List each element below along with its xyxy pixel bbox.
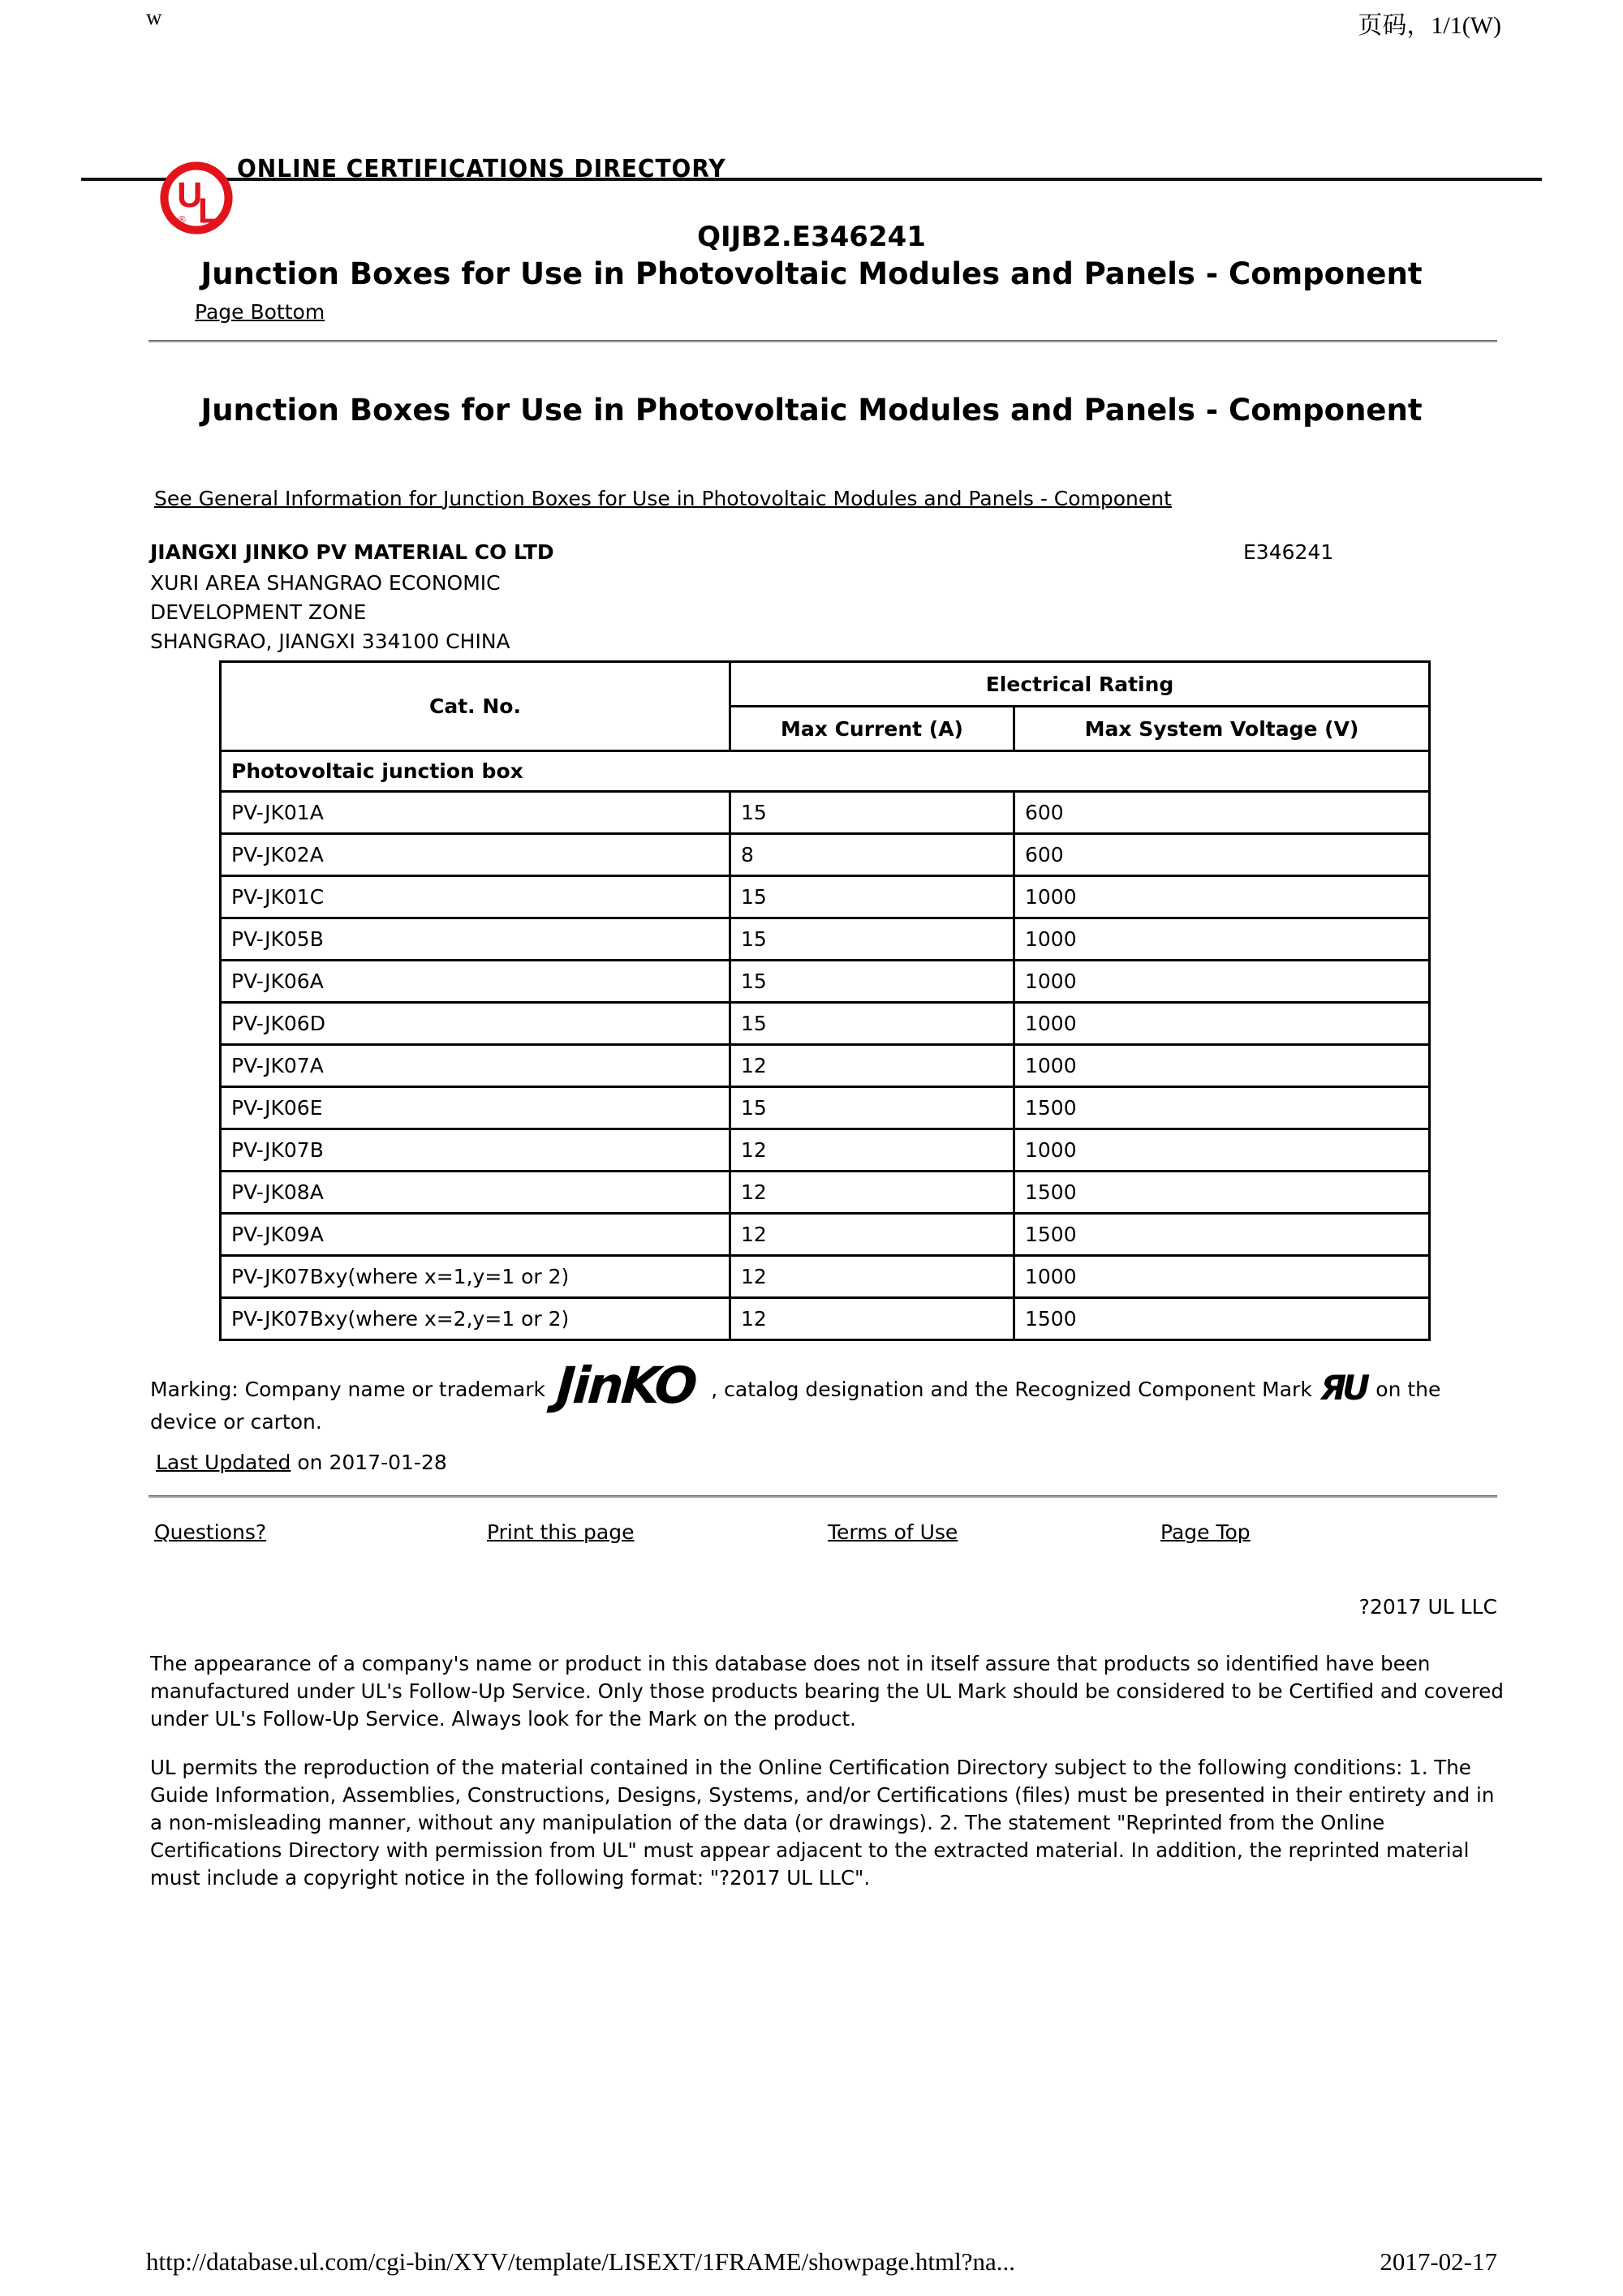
table-row	[221, 1298, 1430, 1340]
ul-recognized-component-mark-icon: ЯU	[1319, 1368, 1367, 1408]
company-address-line: DEVELOPMENT ZONE	[150, 600, 367, 624]
section-heading: Junction Boxes for Use in Photovoltaic Modules and Panels - Component	[200, 393, 1423, 428]
print-this-page-link[interactable]: Print this page	[487, 1520, 635, 1544]
divider	[149, 1495, 1497, 1498]
marking-paragraph	[150, 1356, 1513, 1438]
max-current-cell: 12	[730, 1256, 1014, 1298]
jinko-logo: JinKO	[554, 1356, 697, 1415]
cat-no-cell: PV-JK07Bxy(where x=2,y=1 or 2)	[221, 1298, 730, 1340]
table-row	[221, 1045, 1430, 1087]
max-voltage-cell: 1500	[1014, 1172, 1430, 1214]
footer-nav	[154, 1520, 1497, 1550]
company-address-line: XURI AREA SHANGRAO ECONOMIC	[150, 571, 501, 595]
col-header-cat-no: Cat. No.	[221, 662, 730, 751]
print-header-left: w	[146, 5, 162, 29]
print-footer-url: http://database.ul.com/cgi-bin/XYV/template/LISEXT/1FRAME/showpage.html?na...	[146, 2247, 1016, 2276]
table-row	[221, 1214, 1430, 1256]
ul-logo-registered-mark: ®	[178, 213, 186, 226]
max-voltage-cell: 1000	[1014, 1256, 1430, 1298]
page-bottom-link[interactable]: Page Bottom	[195, 300, 325, 324]
marking-suffix: on the device or carton.	[150, 1378, 1441, 1434]
max-current-cell: 12	[730, 1172, 1014, 1214]
directory-title: ONLINE CERTIFICATIONS DIRECTORY	[237, 154, 726, 183]
divider	[149, 340, 1497, 342]
table-row	[221, 1003, 1430, 1045]
max-current-cell: 15	[730, 792, 1014, 834]
company-name: JIANGXI JINKO PV MATERIAL CO LTD	[150, 540, 554, 564]
max-voltage-cell: 600	[1014, 834, 1430, 876]
category-row-label: Photovoltaic junction box	[221, 751, 1430, 792]
category-row	[221, 751, 1430, 792]
cat-no-cell: PV-JK06D	[221, 1003, 730, 1045]
table-row	[221, 1129, 1430, 1172]
last-updated-line	[156, 1451, 447, 1474]
last-updated-date: on 2017-01-28	[291, 1451, 447, 1474]
max-current-cell: 12	[730, 1214, 1014, 1256]
marking-prefix: Marking: Company name or trademark	[150, 1378, 545, 1401]
col-header-max-current: Max Current (A)	[730, 707, 1014, 751]
ul-logo-letter-u: U	[177, 176, 203, 216]
legal-paragraph-1: The appearance of a company's name or product in this database does not in itself assure that products so identified have been manufactured under UL's Follow-Up Service. Only those products bearing the UL Mark should be considered to be Certified and covered under UL's Follow-Up Service. Always look for the Mark on the product.	[150, 1652, 1504, 1731]
cat-no-cell: PV-JK01A	[221, 792, 730, 834]
copyright-notice: ?2017 UL LLC	[1358, 1595, 1497, 1619]
table-row	[221, 1172, 1430, 1214]
terms-of-use-link[interactable]: Terms of Use	[828, 1520, 958, 1544]
table-row	[221, 1087, 1430, 1129]
cat-no-cell: PV-JK05B	[221, 918, 730, 961]
max-voltage-cell: 600	[1014, 792, 1430, 834]
rating-table	[219, 660, 1431, 1341]
max-current-cell: 12	[730, 1298, 1014, 1340]
company-address-line: SHANGRAO, JIANGXI 334100 CHINA	[150, 630, 510, 653]
last-updated-link[interactable]: Last Updated	[156, 1451, 291, 1474]
table-row	[221, 834, 1430, 876]
max-current-cell: 15	[730, 1003, 1014, 1045]
table-row	[221, 1256, 1430, 1298]
table-row	[221, 961, 1430, 1003]
ul-logo-letter-l: L	[197, 191, 220, 231]
max-voltage-cell: 1000	[1014, 918, 1430, 961]
legal-paragraph-2: UL permits the reproduction of the material contained in the Online Certification Directory subject to the following conditions: 1. The Guide Information, Assemblies, Constructions, Designs, Systems, and/or Certifications (files) must be presented in their entirety and in a non-misleading manner, without any manipulation of the data (or drawings). 2. The statement "Reprinted from the Online Certifications Directory with permission from UL" must appear adjacent to the extracted material. In addition, the reprinted material must include a copyright notice in the following format: "?2017 UL LLC".	[150, 1756, 1495, 1890]
max-voltage-cell: 1000	[1014, 961, 1430, 1003]
print-footer	[146, 2247, 1497, 2277]
file-number: E346241	[1243, 540, 1334, 564]
max-current-cell: 12	[730, 1129, 1014, 1172]
cat-no-cell: PV-JK07A	[221, 1045, 730, 1087]
table-header-row	[221, 662, 1430, 707]
ul-logo-icon	[159, 161, 234, 235]
cat-no-cell: PV-JK07B	[221, 1129, 730, 1172]
marking-middle: , catalog designation and the Recognized Component Mark	[711, 1378, 1312, 1401]
max-voltage-cell: 1000	[1014, 1129, 1430, 1172]
max-current-cell: 8	[730, 834, 1014, 876]
max-voltage-cell: 1000	[1014, 876, 1430, 918]
print-header	[146, 5, 1501, 41]
max-voltage-cell: 1500	[1014, 1298, 1430, 1340]
max-current-cell: 12	[730, 1045, 1014, 1087]
max-voltage-cell: 1500	[1014, 1087, 1430, 1129]
max-current-cell: 15	[730, 1087, 1014, 1129]
col-header-max-voltage: Max System Voltage (V)	[1014, 707, 1430, 751]
cat-no-cell: PV-JK06E	[221, 1087, 730, 1129]
cat-no-cell: PV-JK09A	[221, 1214, 730, 1256]
max-voltage-cell: 1000	[1014, 1045, 1430, 1087]
file-title: QIJB2.E346241	[697, 221, 926, 253]
cat-no-cell: PV-JK08A	[221, 1172, 730, 1214]
print-header-page-number: 页码，1/1(W)	[1358, 12, 1501, 39]
col-header-electrical-rating: Electrical Rating	[730, 662, 1430, 707]
max-current-cell: 15	[730, 961, 1014, 1003]
max-current-cell: 15	[730, 918, 1014, 961]
table-row	[221, 918, 1430, 961]
table-row	[221, 876, 1430, 918]
general-information-link[interactable]: See General Information for Junction Boxes for Use in Photovoltaic Modules and Panels - Component	[154, 487, 1172, 510]
print-footer-date: 2017-02-17	[1380, 2247, 1497, 2276]
table-row	[221, 792, 1430, 834]
page-top-link[interactable]: Page Top	[1160, 1520, 1251, 1544]
rating-table-body	[221, 751, 1430, 1340]
category-title: Junction Boxes for Use in Photovoltaic Modules and Panels - Component	[200, 256, 1423, 291]
cat-no-cell: PV-JK07Bxy(where x=1,y=1 or 2)	[221, 1256, 730, 1298]
questions-link[interactable]: Questions?	[154, 1520, 267, 1544]
max-voltage-cell: 1500	[1014, 1214, 1430, 1256]
cat-no-cell: PV-JK06A	[221, 961, 730, 1003]
cat-no-cell: PV-JK01C	[221, 876, 730, 918]
max-voltage-cell: 1000	[1014, 1003, 1430, 1045]
cat-no-cell: PV-JK02A	[221, 834, 730, 876]
max-current-cell: 15	[730, 876, 1014, 918]
